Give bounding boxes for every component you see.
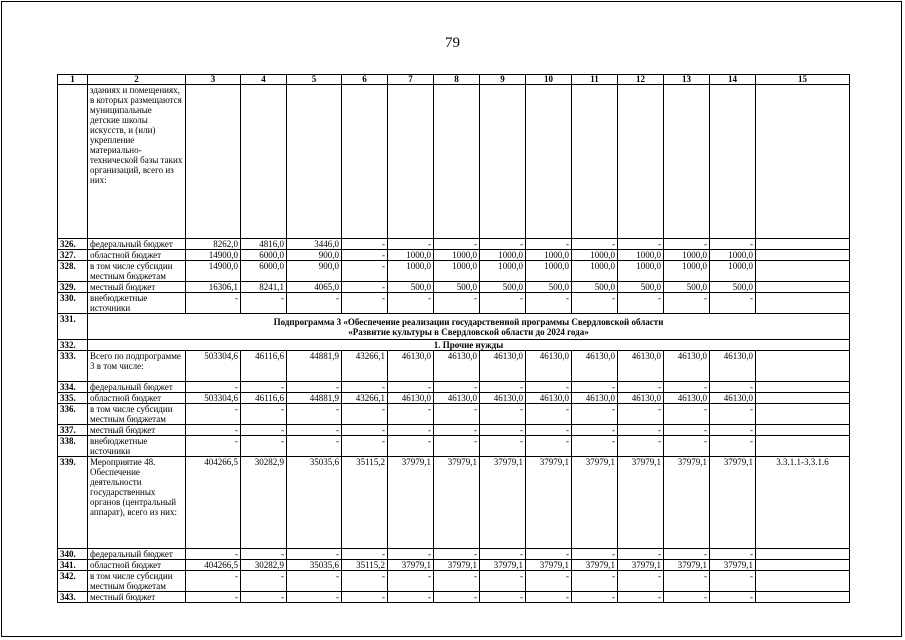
value-cell: 37979,1: [664, 560, 710, 571]
value-cell: 37979,1: [480, 560, 526, 571]
value-cell: 4065,0: [287, 282, 342, 293]
value-cell: 46116,6: [241, 351, 287, 382]
row-number: 326.: [58, 239, 88, 250]
value-cell: 37979,1: [618, 457, 664, 549]
value-cell: 500,0: [710, 282, 756, 293]
value-cell: -: [388, 293, 434, 314]
value-cell: -: [480, 549, 526, 560]
value-cell: -: [186, 571, 241, 592]
value-cell: 1000,0: [572, 250, 618, 261]
value-cell: -: [186, 549, 241, 560]
value-cell: 14900,0: [186, 250, 241, 261]
value-cell: 14900,0: [186, 261, 241, 282]
value-cell: 37979,1: [526, 457, 572, 549]
column-header: 15: [756, 75, 850, 85]
target-ref-cell: [756, 293, 850, 314]
value-cell: -: [434, 549, 480, 560]
value-cell: -: [710, 404, 756, 425]
value-cell: [618, 85, 664, 239]
value-cell: 43266,1: [342, 393, 388, 404]
value-cell: [710, 85, 756, 239]
value-cell: -: [664, 382, 710, 393]
value-cell: -: [287, 571, 342, 592]
value-cell: [388, 85, 434, 239]
value-cell: -: [186, 436, 241, 457]
value-cell: -: [241, 293, 287, 314]
value-cell: 1000,0: [710, 261, 756, 282]
value-cell: -: [434, 404, 480, 425]
column-header: 1: [58, 75, 88, 85]
value-cell: [342, 85, 388, 239]
value-cell: 1000,0: [480, 261, 526, 282]
value-cell: -: [618, 592, 664, 603]
value-cell: 46130,0: [618, 351, 664, 382]
value-cell: 37979,1: [710, 457, 756, 549]
row-number: 329.: [58, 282, 88, 293]
row-label: в том числе субсидии местным бюджетам: [88, 261, 186, 282]
value-cell: 46130,0: [434, 393, 480, 404]
value-cell: -: [526, 425, 572, 436]
value-cell: 8241,1: [241, 282, 287, 293]
value-cell: 500,0: [572, 282, 618, 293]
value-cell: -: [241, 382, 287, 393]
value-cell: -: [434, 436, 480, 457]
column-header: 7: [388, 75, 434, 85]
subprogram-row: [58, 314, 850, 340]
value-cell: -: [342, 382, 388, 393]
value-cell: -: [480, 425, 526, 436]
row-label: местный бюджет: [88, 592, 186, 603]
value-cell: 900,0: [287, 261, 342, 282]
column-header: 9: [480, 75, 526, 85]
value-cell: -: [618, 571, 664, 592]
value-cell: 6000,0: [241, 250, 287, 261]
value-cell: -: [342, 250, 388, 261]
row-label: областной бюджет: [88, 393, 186, 404]
value-cell: -: [287, 425, 342, 436]
value-cell: -: [664, 436, 710, 457]
column-header: 2: [88, 75, 186, 85]
value-cell: 404266,5: [186, 560, 241, 571]
target-ref-cell: [756, 382, 850, 393]
table-row: [58, 549, 850, 560]
table-row: [58, 436, 850, 457]
row-label: Всего по подпрограмме 3 в том числе:: [88, 351, 186, 382]
target-ref-cell: [756, 571, 850, 592]
value-cell: -: [342, 404, 388, 425]
value-cell: 8262,0: [186, 239, 241, 250]
row-number: 327.: [58, 250, 88, 261]
value-cell: -: [388, 404, 434, 425]
column-header: 12: [618, 75, 664, 85]
value-cell: -: [572, 549, 618, 560]
value-cell: 46130,0: [572, 393, 618, 404]
value-cell: -: [342, 571, 388, 592]
row-label: федеральный бюджет: [88, 549, 186, 560]
value-cell: -: [710, 436, 756, 457]
value-cell: -: [241, 404, 287, 425]
value-cell: 46130,0: [710, 393, 756, 404]
value-cell: 46130,0: [526, 393, 572, 404]
value-cell: -: [480, 239, 526, 250]
value-cell: [287, 85, 342, 239]
table-row: [58, 239, 850, 250]
row-label: федеральный бюджет: [88, 239, 186, 250]
row-label: федеральный бюджет: [88, 382, 186, 393]
row-label: зданиях и помещениях, в которых размещаются муниципальные детские школы искусств, и (или) укрепление материально-технической базы таких организаций, всего из них:: [88, 85, 186, 239]
value-cell: 1000,0: [664, 250, 710, 261]
value-cell: -: [664, 404, 710, 425]
column-header: 10: [526, 75, 572, 85]
value-cell: -: [186, 404, 241, 425]
value-cell: -: [342, 282, 388, 293]
table-row: [58, 457, 850, 549]
column-header: 6: [342, 75, 388, 85]
value-cell: 46130,0: [664, 393, 710, 404]
value-cell: -: [526, 549, 572, 560]
column-header: 5: [287, 75, 342, 85]
value-cell: 37979,1: [572, 457, 618, 549]
value-cell: -: [572, 404, 618, 425]
value-cell: -: [342, 436, 388, 457]
value-cell: [186, 85, 241, 239]
value-cell: -: [526, 382, 572, 393]
table-row: [58, 404, 850, 425]
value-cell: -: [287, 293, 342, 314]
value-cell: 1000,0: [572, 261, 618, 282]
value-cell: [480, 85, 526, 239]
value-cell: -: [526, 436, 572, 457]
value-cell: 37979,1: [664, 457, 710, 549]
value-cell: -: [664, 571, 710, 592]
table-row: [58, 282, 850, 293]
value-cell: -: [434, 592, 480, 603]
value-cell: -: [618, 382, 664, 393]
value-cell: -: [664, 239, 710, 250]
table-row: [58, 560, 850, 571]
target-ref-cell: [756, 549, 850, 560]
value-cell: 46130,0: [526, 351, 572, 382]
value-cell: 35035,6: [287, 560, 342, 571]
row-label: областной бюджет: [88, 560, 186, 571]
value-cell: -: [618, 436, 664, 457]
table-row: [58, 592, 850, 603]
row-number: 337.: [58, 425, 88, 436]
value-cell: -: [186, 293, 241, 314]
value-cell: -: [287, 382, 342, 393]
value-cell: 46130,0: [572, 351, 618, 382]
value-cell: -: [710, 592, 756, 603]
page-number: 79: [445, 35, 460, 51]
row-label: в том числе субсидии местным бюджетам: [88, 571, 186, 592]
target-ref-cell: [756, 250, 850, 261]
value-cell: -: [710, 549, 756, 560]
value-cell: -: [710, 239, 756, 250]
header-row: [58, 75, 850, 85]
value-cell: 35115,2: [342, 457, 388, 549]
value-cell: -: [480, 592, 526, 603]
value-cell: -: [572, 592, 618, 603]
value-cell: -: [388, 425, 434, 436]
value-cell: -: [572, 571, 618, 592]
value-cell: -: [572, 239, 618, 250]
value-cell: [664, 85, 710, 239]
value-cell: 44881,9: [287, 351, 342, 382]
value-cell: -: [342, 239, 388, 250]
row-label: внебюджетные источники: [88, 293, 186, 314]
value-cell: 1000,0: [664, 261, 710, 282]
value-cell: -: [480, 436, 526, 457]
value-cell: -: [186, 425, 241, 436]
value-cell: -: [388, 239, 434, 250]
value-cell: 16306,1: [186, 282, 241, 293]
column-header: 14: [710, 75, 756, 85]
value-cell: -: [241, 425, 287, 436]
row-number: 336.: [58, 404, 88, 425]
value-cell: -: [572, 382, 618, 393]
target-ref-cell: [756, 393, 850, 404]
table-body: [58, 75, 850, 603]
table-row: [58, 293, 850, 314]
value-cell: 37979,1: [710, 560, 756, 571]
value-cell: 500,0: [434, 282, 480, 293]
value-cell: -: [434, 382, 480, 393]
value-cell: -: [241, 549, 287, 560]
target-ref-cell: [756, 261, 850, 282]
value-cell: -: [241, 436, 287, 457]
row-label: в том числе субсидии местным бюджетам: [88, 404, 186, 425]
row-label: местный бюджет: [88, 282, 186, 293]
value-cell: -: [526, 571, 572, 592]
row-label: областной бюджет: [88, 250, 186, 261]
value-cell: 500,0: [526, 282, 572, 293]
section-row: [58, 340, 850, 351]
target-ref-cell: [756, 404, 850, 425]
table-row: [58, 382, 850, 393]
value-cell: -: [388, 549, 434, 560]
column-header: 13: [664, 75, 710, 85]
value-cell: 4816,0: [241, 239, 287, 250]
value-cell: -: [710, 571, 756, 592]
value-cell: 37979,1: [572, 560, 618, 571]
value-cell: -: [287, 549, 342, 560]
value-cell: 30282,9: [241, 457, 287, 549]
row-number: 333.: [58, 351, 88, 382]
value-cell: 37979,1: [388, 560, 434, 571]
budget-table: [57, 74, 850, 603]
value-cell: 1000,0: [618, 250, 664, 261]
value-cell: 1000,0: [480, 250, 526, 261]
table-row: [58, 425, 850, 436]
value-cell: 46130,0: [388, 393, 434, 404]
column-header: 3: [186, 75, 241, 85]
value-cell: -: [342, 549, 388, 560]
value-cell: -: [388, 436, 434, 457]
row-number: 330.: [58, 293, 88, 314]
value-cell: 30282,9: [241, 560, 287, 571]
value-cell: 44881,9: [287, 393, 342, 404]
column-header: 11: [572, 75, 618, 85]
value-cell: -: [342, 261, 388, 282]
target-ref-cell: [756, 592, 850, 603]
value-cell: 404266,5: [186, 457, 241, 549]
value-cell: -: [342, 425, 388, 436]
value-cell: 37979,1: [618, 560, 664, 571]
value-cell: -: [342, 592, 388, 603]
row-number: 335.: [58, 393, 88, 404]
value-cell: -: [434, 239, 480, 250]
value-cell: -: [572, 436, 618, 457]
value-cell: 37979,1: [434, 560, 480, 571]
row-number: 334.: [58, 382, 88, 393]
target-ref-cell: [756, 436, 850, 457]
subprogram-title: [88, 314, 850, 340]
value-cell: -: [287, 436, 342, 457]
value-cell: 46116,6: [241, 393, 287, 404]
subprogram-line1: Подпрограмма 3 «Обеспечение реализации государственной программы Свердловской области: [273, 316, 664, 327]
value-cell: 1000,0: [434, 250, 480, 261]
value-cell: -: [342, 293, 388, 314]
value-cell: 1000,0: [388, 261, 434, 282]
value-cell: 900,0: [287, 250, 342, 261]
row-label: внебюджетные источники: [88, 436, 186, 457]
value-cell: 6000,0: [241, 261, 287, 282]
value-cell: 503304,6: [186, 393, 241, 404]
table-row: [58, 85, 850, 239]
row-number: 341.: [58, 560, 88, 571]
row-number: 328.: [58, 261, 88, 282]
target-ref-cell: [756, 85, 850, 239]
value-cell: [526, 85, 572, 239]
value-cell: -: [618, 549, 664, 560]
value-cell: -: [480, 382, 526, 393]
subprogram-line2: «Развитие культуры в Свердловской области до 2024 года»: [348, 326, 589, 337]
value-cell: [241, 85, 287, 239]
value-cell: -: [186, 592, 241, 603]
value-cell: -: [388, 592, 434, 603]
value-cell: -: [618, 404, 664, 425]
value-cell: -: [434, 425, 480, 436]
column-header: 4: [241, 75, 287, 85]
value-cell: 43266,1: [342, 351, 388, 382]
table-row: [58, 571, 850, 592]
value-cell: 46130,0: [710, 351, 756, 382]
value-cell: 1000,0: [618, 261, 664, 282]
row-number: 342.: [58, 571, 88, 592]
value-cell: -: [480, 293, 526, 314]
table-row: [58, 261, 850, 282]
row-number: 343.: [58, 592, 88, 603]
value-cell: 46130,0: [618, 393, 664, 404]
value-cell: 37979,1: [388, 457, 434, 549]
value-cell: 35115,2: [342, 560, 388, 571]
value-cell: 46130,0: [664, 351, 710, 382]
value-cell: [572, 85, 618, 239]
value-cell: 3446,0: [287, 239, 342, 250]
value-cell: -: [388, 382, 434, 393]
value-cell: -: [241, 592, 287, 603]
value-cell: 1000,0: [388, 250, 434, 261]
value-cell: 500,0: [480, 282, 526, 293]
target-ref-cell: [756, 425, 850, 436]
value-cell: -: [664, 592, 710, 603]
value-cell: -: [664, 549, 710, 560]
value-cell: -: [287, 404, 342, 425]
value-cell: -: [186, 382, 241, 393]
value-cell: 46130,0: [480, 351, 526, 382]
value-cell: -: [710, 293, 756, 314]
value-cell: -: [618, 239, 664, 250]
row-number: 331.: [58, 314, 88, 340]
section-title: 1. Прочие нужды: [88, 340, 850, 351]
value-cell: -: [710, 425, 756, 436]
value-cell: 35035,6: [287, 457, 342, 549]
value-cell: -: [526, 592, 572, 603]
value-cell: 37979,1: [526, 560, 572, 571]
target-ref-cell: [756, 351, 850, 382]
value-cell: 1000,0: [526, 250, 572, 261]
value-cell: 46130,0: [434, 351, 480, 382]
value-cell: -: [526, 293, 572, 314]
value-cell: -: [434, 293, 480, 314]
table-row: [58, 351, 850, 382]
value-cell: 37979,1: [480, 457, 526, 549]
value-cell: [434, 85, 480, 239]
row-number: 332.: [58, 340, 88, 351]
value-cell: -: [664, 293, 710, 314]
value-cell: -: [664, 425, 710, 436]
table-row: [58, 250, 850, 261]
row-number: 340.: [58, 549, 88, 560]
value-cell: -: [480, 571, 526, 592]
value-cell: -: [572, 293, 618, 314]
value-cell: 500,0: [664, 282, 710, 293]
value-cell: -: [526, 239, 572, 250]
value-cell: -: [526, 404, 572, 425]
value-cell: -: [710, 382, 756, 393]
value-cell: -: [388, 571, 434, 592]
row-number: 338.: [58, 436, 88, 457]
value-cell: 46130,0: [388, 351, 434, 382]
row-label: Мероприятие 48. Обеспечение деятельности государственных органов (центральный аппарат), всего из них:: [88, 457, 186, 549]
value-cell: -: [434, 571, 480, 592]
row-label: местный бюджет: [88, 425, 186, 436]
value-cell: -: [572, 425, 618, 436]
target-ref-cell: [756, 239, 850, 250]
value-cell: 1000,0: [710, 250, 756, 261]
target-ref-cell: 3.3.1.1-3.3.1.6: [756, 457, 850, 549]
value-cell: 37979,1: [434, 457, 480, 549]
value-cell: -: [241, 571, 287, 592]
value-cell: 46130,0: [480, 393, 526, 404]
row-number: [58, 85, 88, 239]
value-cell: 500,0: [388, 282, 434, 293]
value-cell: 500,0: [618, 282, 664, 293]
value-cell: 503304,6: [186, 351, 241, 382]
row-number: 339.: [58, 457, 88, 549]
value-cell: 1000,0: [434, 261, 480, 282]
table-row: [58, 393, 850, 404]
value-cell: -: [480, 404, 526, 425]
value-cell: -: [618, 425, 664, 436]
target-ref-cell: [756, 560, 850, 571]
value-cell: 1000,0: [526, 261, 572, 282]
target-ref-cell: [756, 282, 850, 293]
column-header: 8: [434, 75, 480, 85]
value-cell: -: [618, 293, 664, 314]
value-cell: -: [287, 592, 342, 603]
